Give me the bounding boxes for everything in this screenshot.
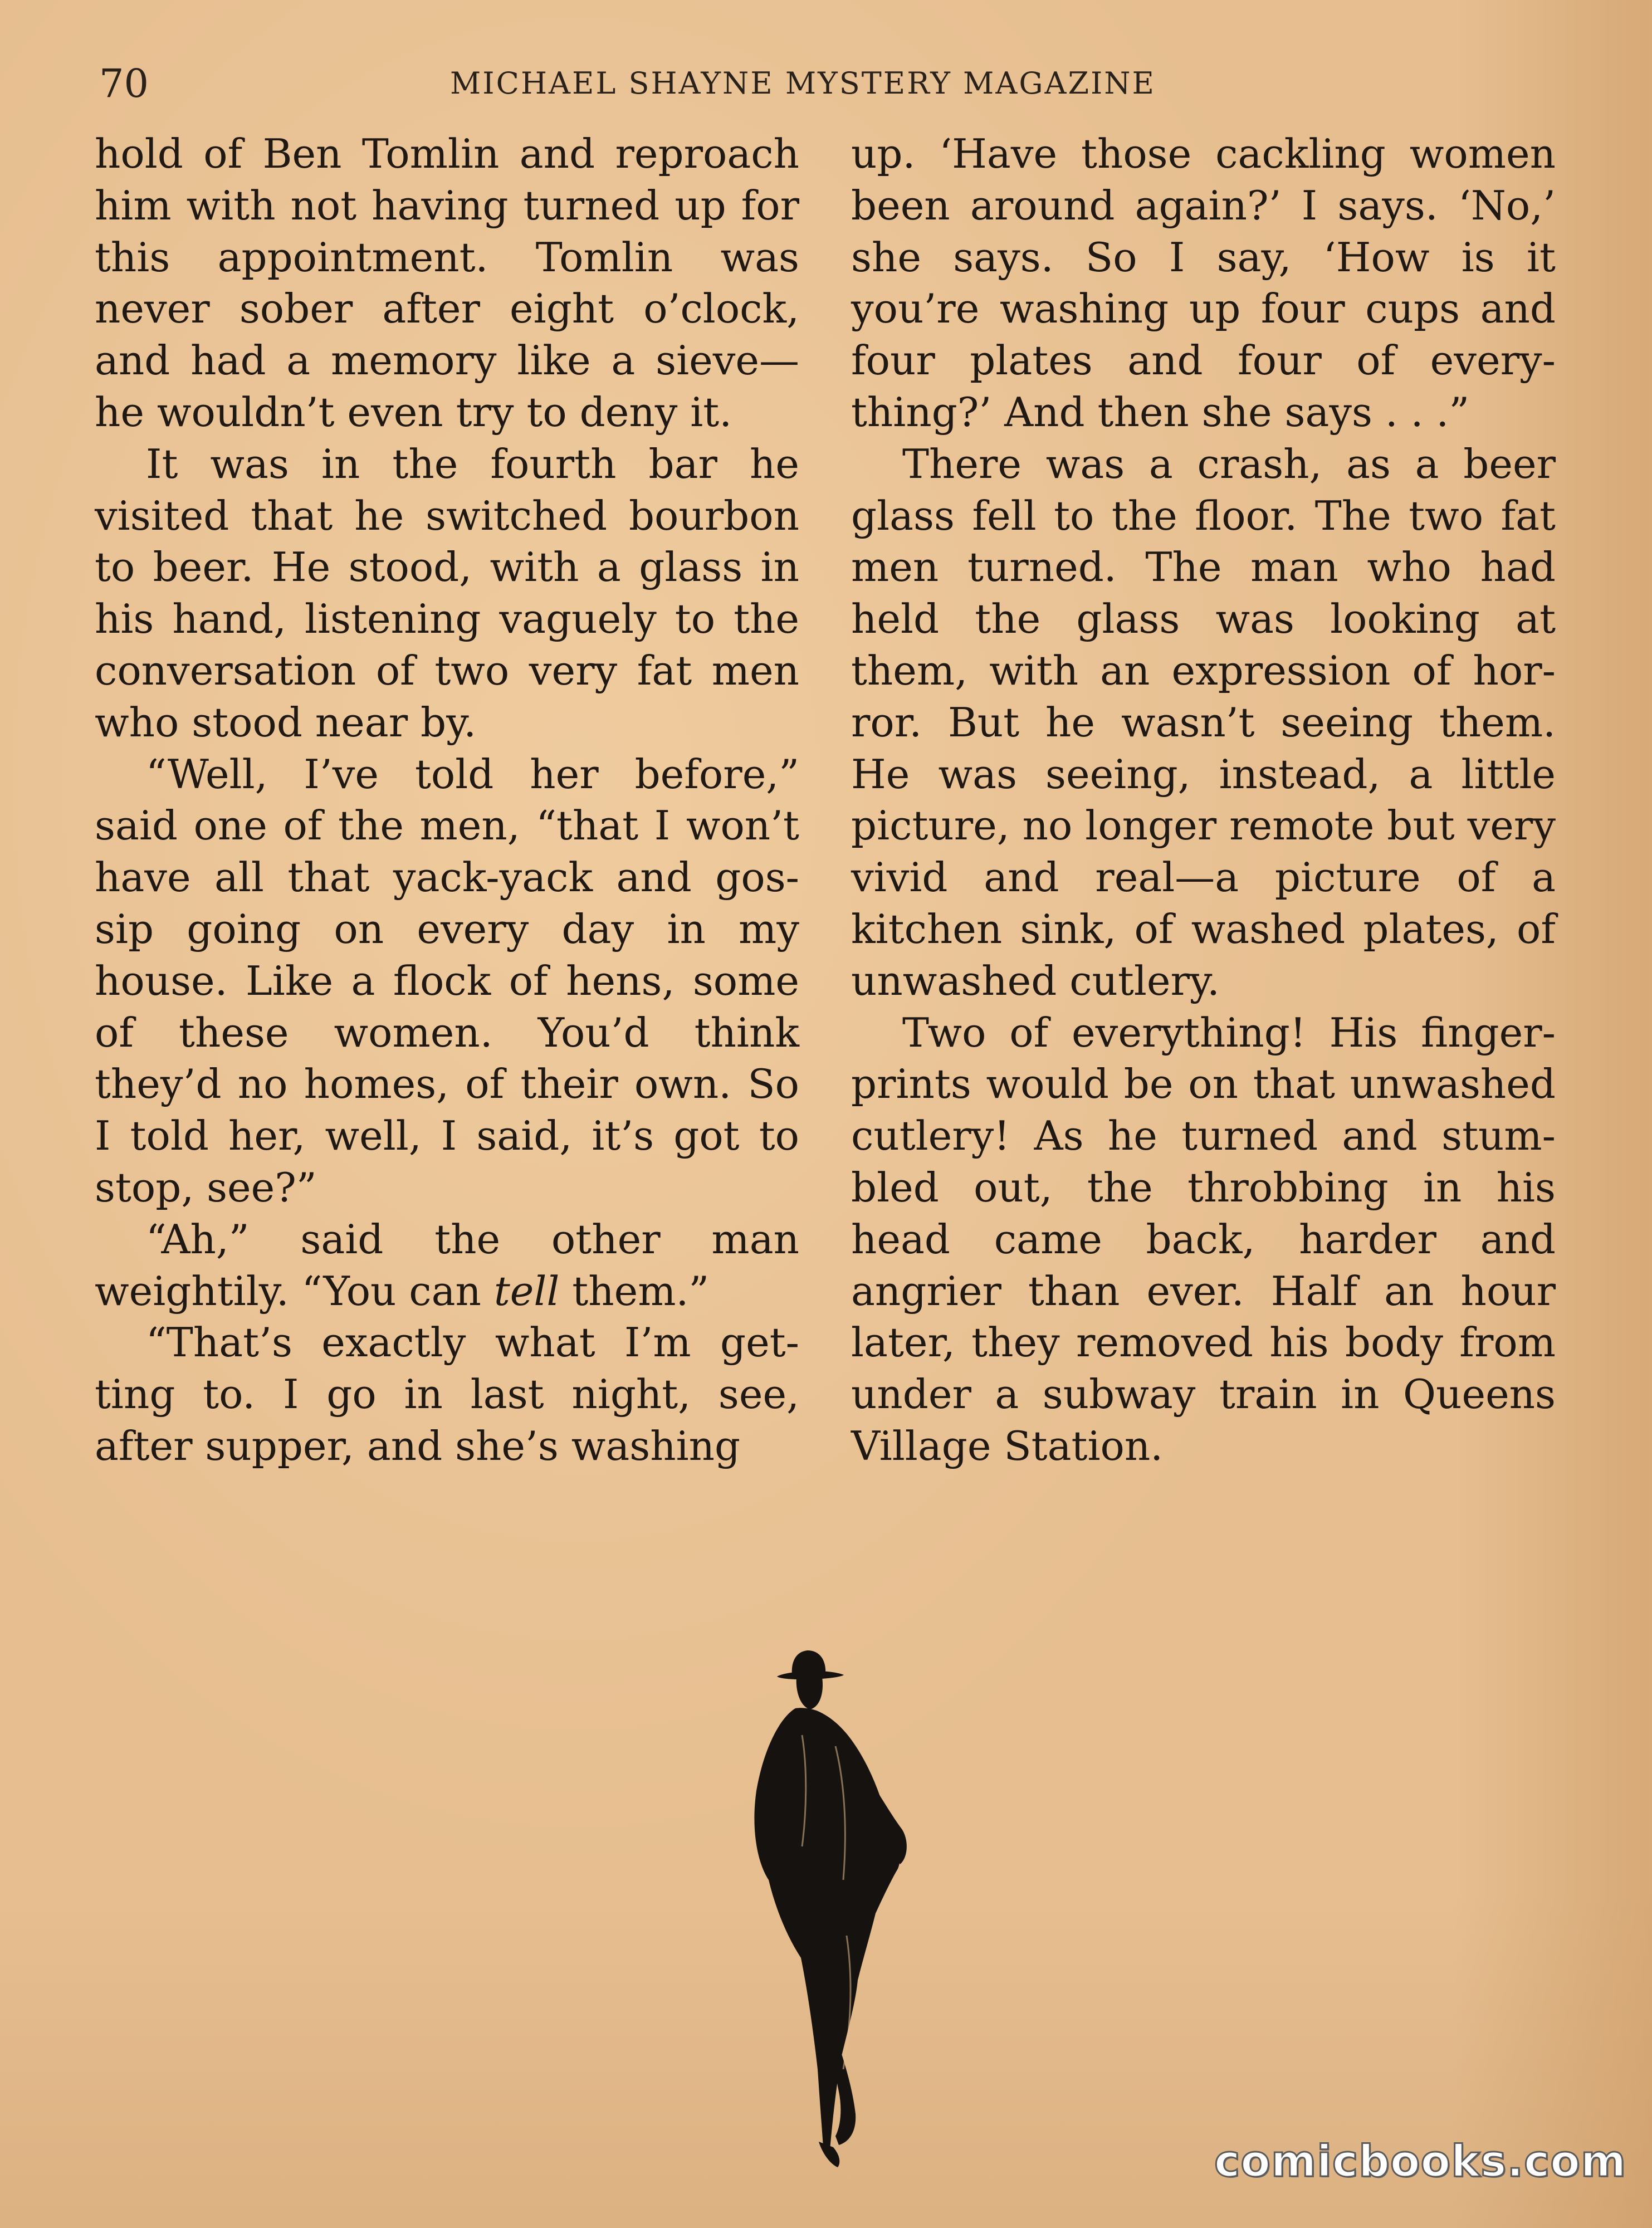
paragraph: “Well, I’ve told her before,” said one of the men, “that I won’t have all that yack-yack and gos- sip going on every day in my house. Like a flock of hens, some of these women. You’d think they’d no homes, of their own. So I told her, well, I said, it’s got to stop, see?” xyxy=(95,750,799,1211)
emphasis-text: tell xyxy=(493,1267,560,1315)
right-column xyxy=(851,128,1556,1472)
left-column xyxy=(95,128,799,1472)
paragraph xyxy=(95,1214,799,1317)
paragraph: up. ‘Have those cackling women been around again?’ I says. ‘No,’ she says. So I say, ‘How is it you’re washing up four cups and four plates and four of every- thing?’ And then she says . . .” xyxy=(851,130,1556,436)
paragraph-text: “Ah,” said the other man weightily. “You can xyxy=(95,1215,799,1315)
paragraph: “That’s exactly what I’m get- ting to. I go in last night, see, after supper, and she’s washing xyxy=(95,1319,799,1469)
paragraph: hold of Ben Tomlin and reproach him with not having turned up for this appointment. Tomlin was never sober after eight o’clock, and had a memory like a sieve— he wouldn’t even try to deny it. xyxy=(95,130,799,436)
page-number: 70 xyxy=(99,61,149,106)
paragraph: It was in the fourth bar he visited that he switched bourbon to beer. He stood, with a glass in his hand, listening vaguely to the conversation of two very fat men who stood near by. xyxy=(95,440,799,746)
page-header xyxy=(99,56,1547,111)
running-head: MICHAEL SHAYNE MYSTERY MAGAZINE xyxy=(450,66,1156,101)
watermark: comicbooks.com xyxy=(1214,2137,1627,2187)
paragraph: Two of everything! His finger- prints would be on that unwashed cutlery! As he turned and stum- bled out, the throbbing in his head came back, harder and angrier than ever. Half an hour later, they removed his body from under a subway train in Queens Village Station. xyxy=(851,1009,1556,1469)
paragraph: There was a crash, as a beer glass fell to the floor. The two fat men turned. The man who had held the glass was looking at them, with an expression of hor- ror. But he wasn’t seeing them. He was seeing, instead, a little picture, no longer remote but very vivid and real—a picture of a kitchen sink, of washed plates, of unwashed cutlery. xyxy=(851,440,1556,1004)
walking-man-silhouette-icon xyxy=(724,1646,930,2170)
paragraph-text: them.” xyxy=(559,1267,710,1315)
